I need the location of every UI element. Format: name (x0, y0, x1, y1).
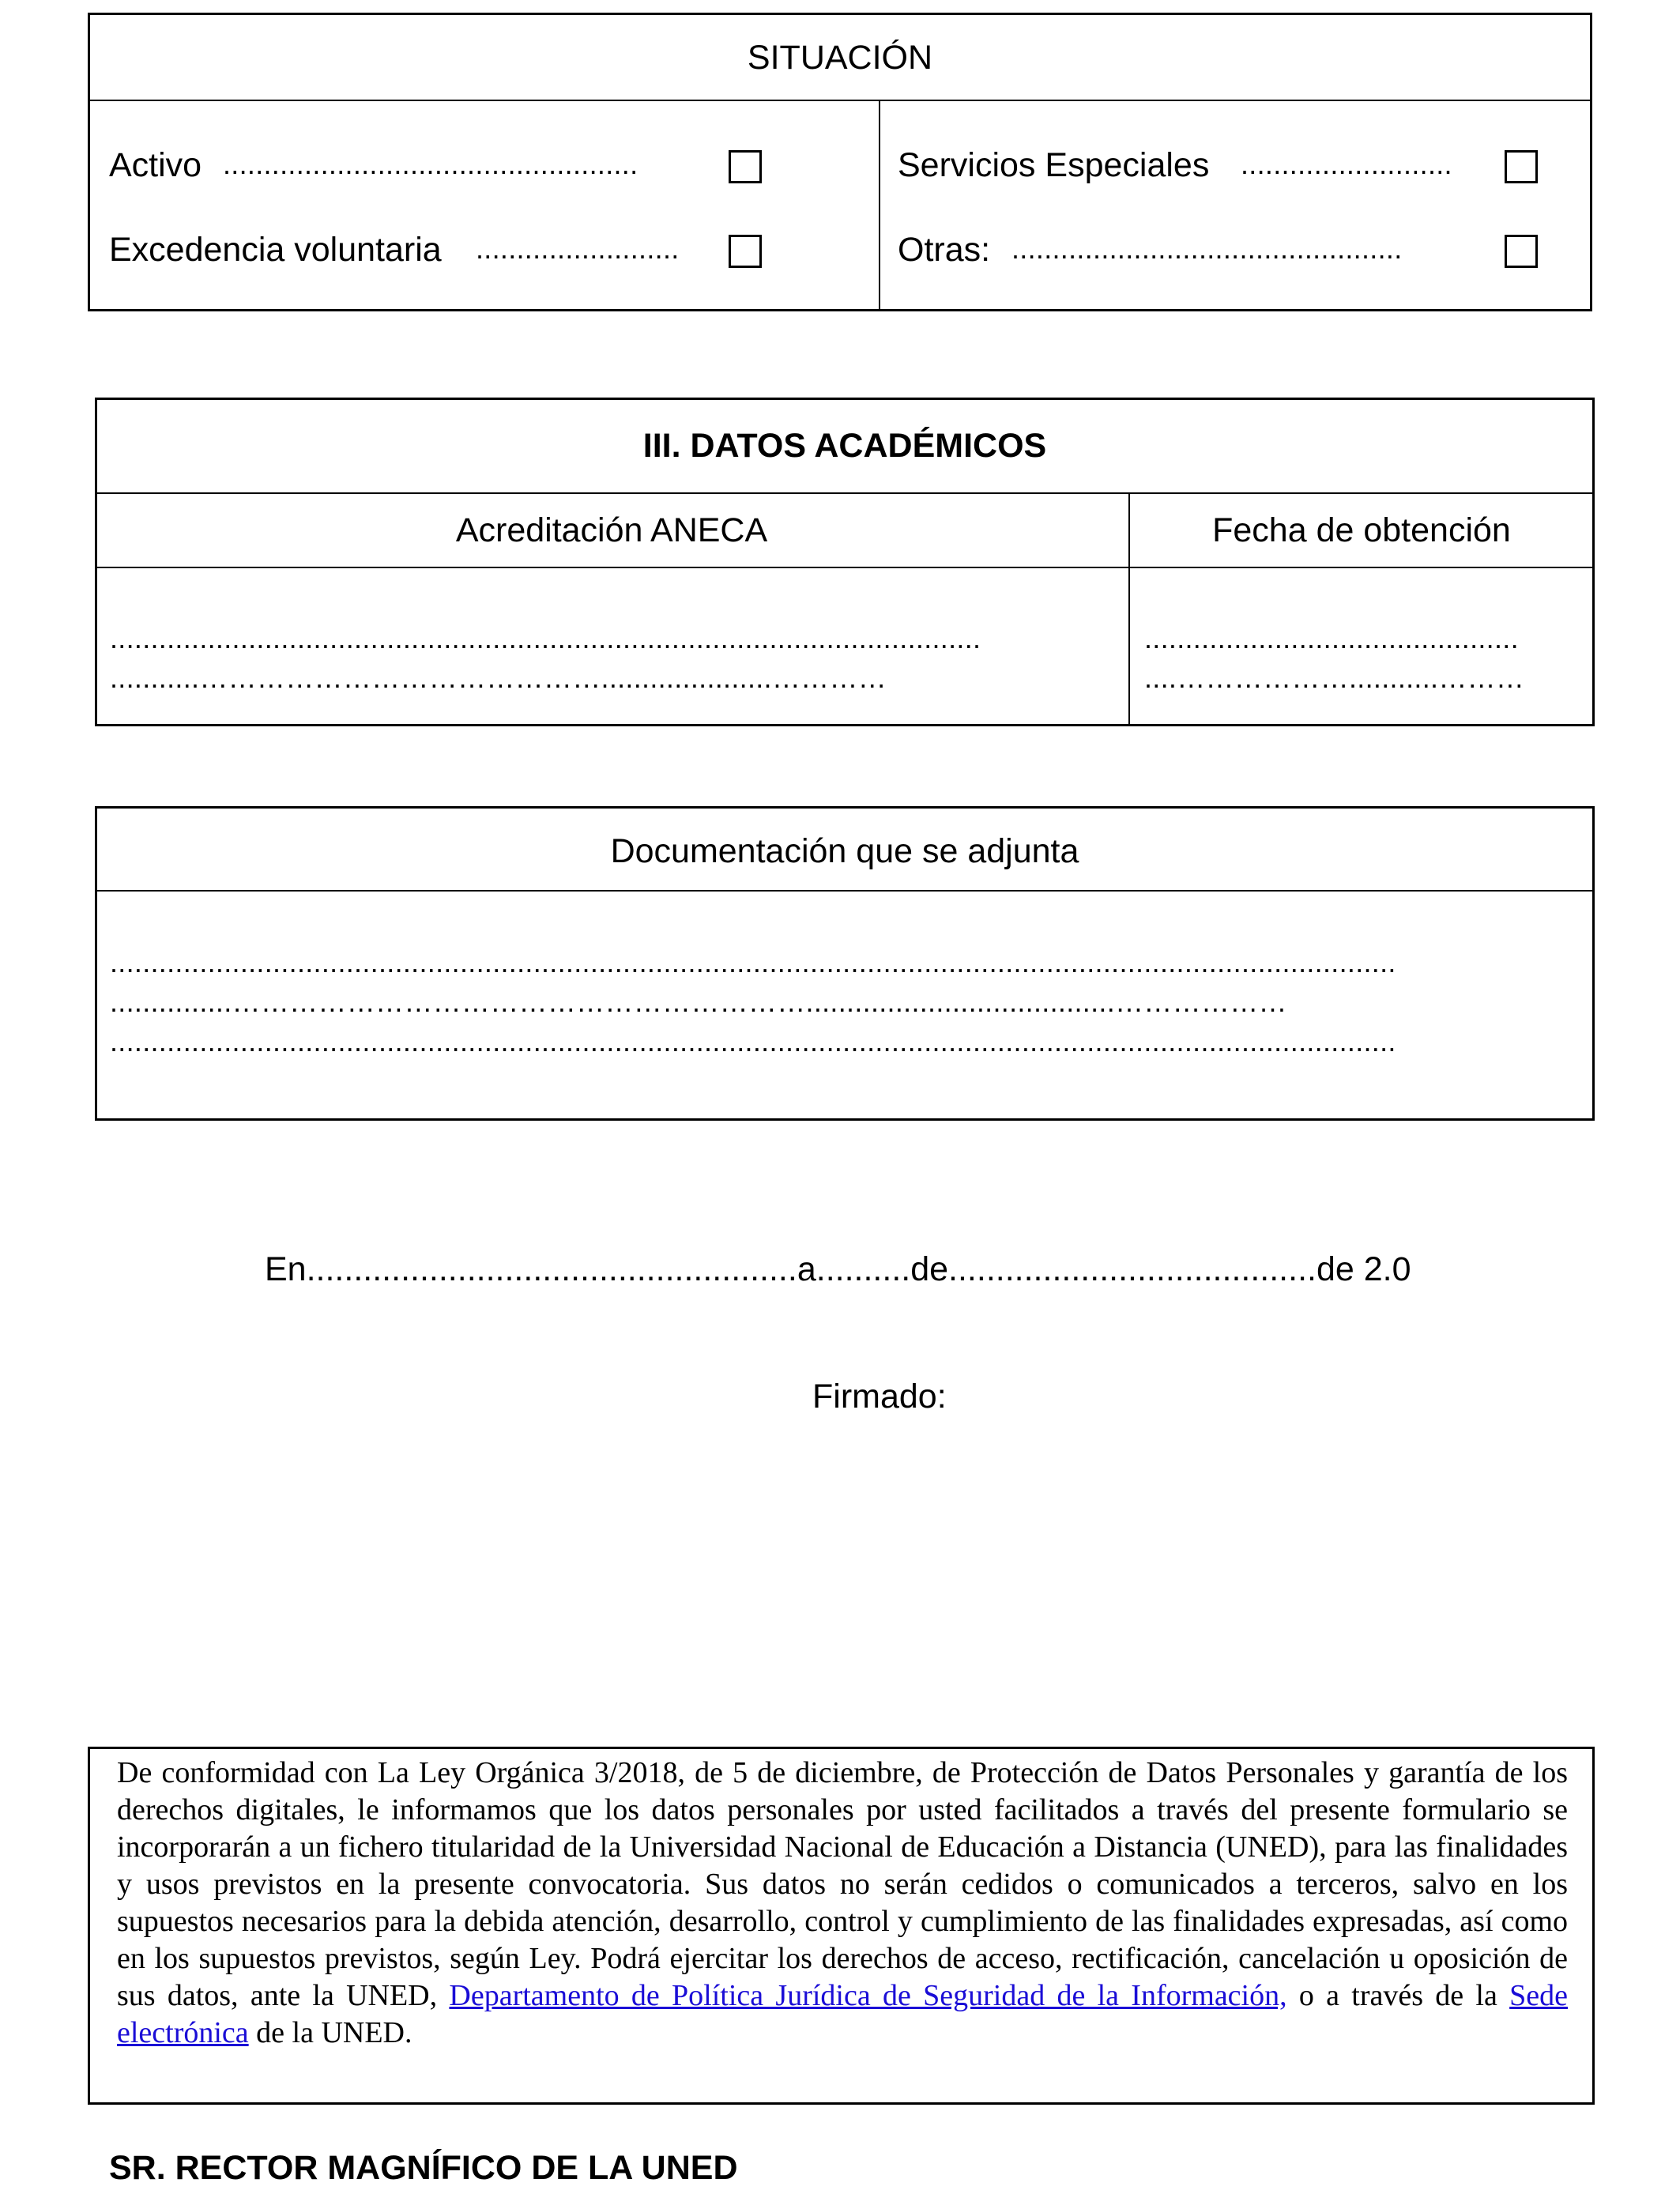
activo-checkbox[interactable] (729, 150, 762, 183)
datos-academicos-title: III. DATOS ACADÉMICOS (642, 427, 1047, 465)
acreditacion-aneca-header: Acreditación ANECA (455, 511, 768, 549)
situacion-column-divider (879, 100, 880, 311)
situacion-title: SITUACIÓN (747, 39, 933, 77)
acreditacion-line-1[interactable]: ........................................................................................................... (110, 624, 981, 653)
sede-electronica-link[interactable]: Sede electrónica (117, 1979, 1568, 2049)
fecha-line-2[interactable]: ....………………...........……… (1144, 664, 1525, 692)
fecha-obtencion-header: Fecha de obtención (1212, 511, 1511, 549)
documentacion-line-1[interactable]: .............................................................................................................................................................. (110, 948, 1396, 977)
acreditacion-line-2[interactable]: ...........…………………………………….....................………… (110, 664, 887, 692)
documentacion-divider (95, 890, 1595, 892)
legal-notice-text (117, 1755, 1568, 2052)
fecha-line-1[interactable]: .............................................. (1144, 624, 1519, 653)
documentacion-title: Documentación que se adjunta (610, 832, 1079, 870)
situacion-divider (88, 100, 1592, 101)
place-date-line[interactable]: En....................................................a..........de.......................................de 2.0 (265, 1250, 1411, 1288)
otras-dots: ................................................ (1011, 235, 1403, 263)
addressee: SR. RECTOR MAGNÍFICO DE LA UNED (109, 2149, 738, 2187)
servicios-especiales-dots: .......................... (1241, 150, 1452, 179)
legal-text-middle: o a través de la (1286, 1979, 1510, 2012)
firmado-label: Firmado: (812, 1378, 947, 1416)
documentacion-line-3[interactable]: .............................................................................................................................................................. (110, 1027, 1396, 1056)
excedencia-dots: ......................... (476, 235, 680, 263)
documentacion-line-2[interactable]: ...............……………………………………………………......................................……………… (110, 988, 1287, 1016)
datos-academicos-divider-1 (95, 492, 1595, 494)
legal-text-before: De conformidad con La Ley Orgánica 3/2018, de 5 de diciembre, de Protección de Datos Personales y garantía de los derechos digitales, le informamos que los datos personales por usted facilitados a través del presente formulario se incorporarán a un fichero titularidad de la Universidad Nacional de Educación a Distancia (UNED), para las finalidades y usos previstos en la presente convocatoria. Sus datos no serán cedidos o comunicados a terceros, salvo en los supuestos necesarios para la debida atención, desarrollo, control y cumplimiento de las finalidades expresadas, así como en los supuestos previstos, según Ley. Podrá ejercitar los derechos de acceso, rectificación, cancelación u oposición de sus datos, ante la UNED, (117, 1756, 1568, 2012)
servicios-especiales-checkbox[interactable] (1505, 150, 1538, 183)
otras-label: Otras: (898, 231, 991, 269)
datos-academicos-divider-2 (95, 567, 1595, 568)
excedencia-checkbox[interactable] (729, 235, 762, 268)
otras-checkbox[interactable] (1505, 235, 1538, 268)
activo-dots: ................................................... (223, 150, 638, 179)
excedencia-label: Excedencia voluntaria (109, 231, 442, 269)
legal-text-after: de la UNED. (248, 2016, 412, 2049)
activo-label: Activo (109, 146, 202, 184)
departamento-link[interactable]: Departamento de Política Jurídica de Seguridad de la Información, (449, 1979, 1287, 2012)
servicios-especiales-label: Servicios Especiales (898, 146, 1210, 184)
